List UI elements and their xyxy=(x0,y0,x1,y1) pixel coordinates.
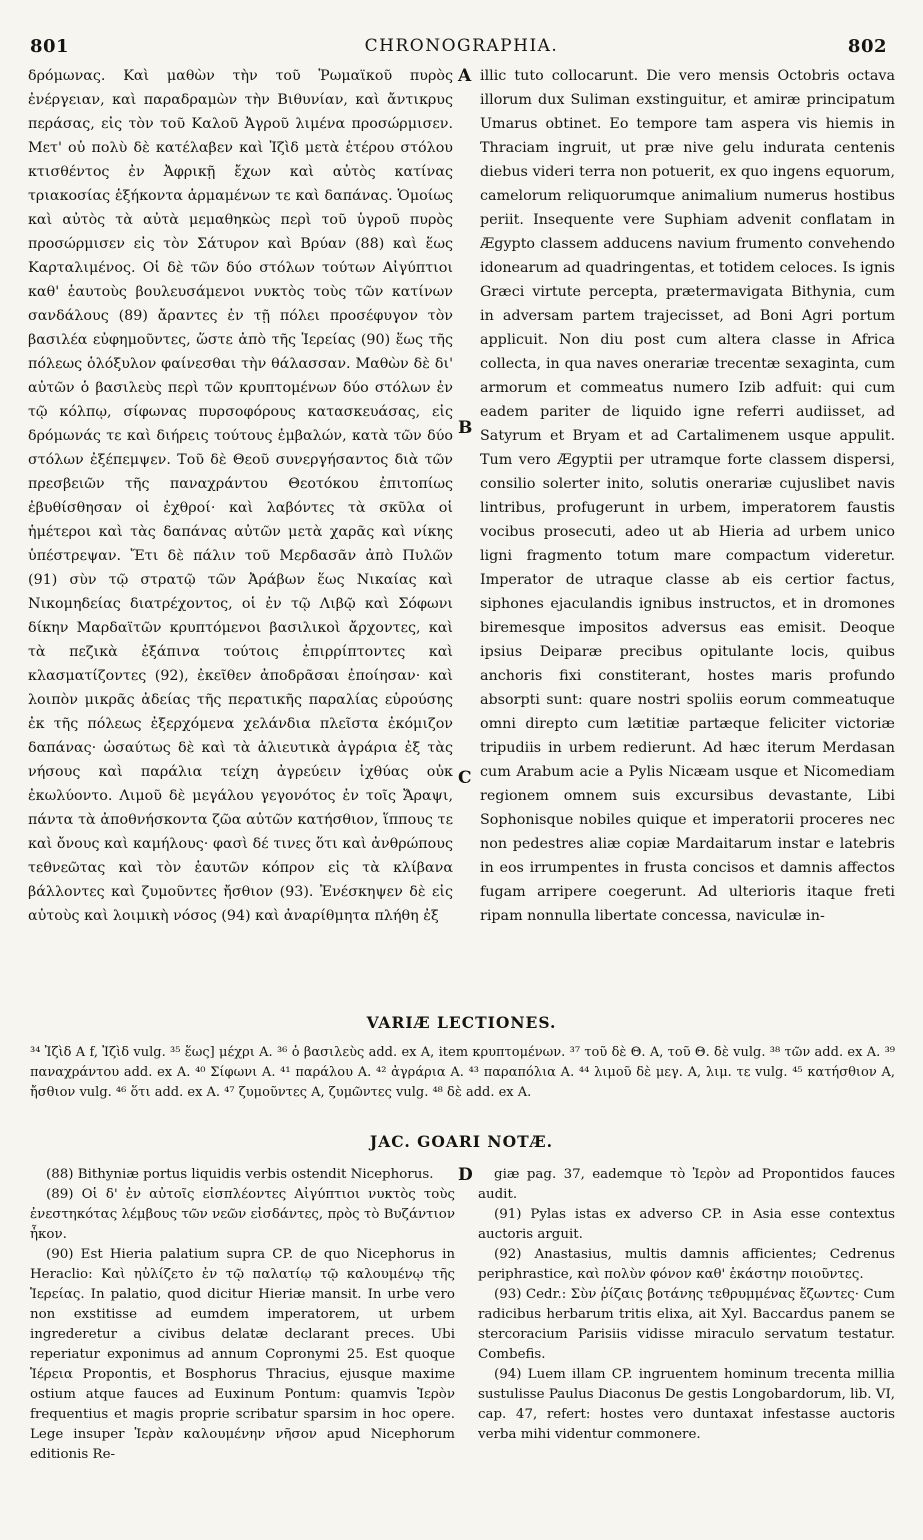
variae-lectiones-heading: VARIÆ LECTIONES. xyxy=(366,1013,557,1032)
page-number-left: 801 xyxy=(30,36,70,57)
latin-text-column: illic tuto collocarunt. Die vero mensis Octobris octava illorum dux Suliman exstinguitur, et amiræ principatum Umarus obtinet. Eo tempore tam aspera vis hiemis in Thraciam ingruit, ut præ nive gelu indurata centenis diebus videri terra non potuerit, ex quo ingens equorum, camelorum reliquorumque animalium numerus hostibus periit. Insequente vere Suphiam advenit conflatam in Ægypto classem adducens navium frumento convehendo idonearum ad quadringentas, et totidem celoces. Is ignis Græci virtute percepta, prætermavigata Bithynia, cum in adversam partem trajecisset, ad Boni Agri portum applicuit. Non diu post cum altera classe in Africa collecta, in qua naves onerariæ trecentæ sexaginta, cum armorum et commeatus numero Izib adfuit: qui cum eadem pariter de liquido igne referri audiisset, ad Satyrum et Bryam et ad Cartalimenem usque appulit. Tum vero Ægyptii per utramque forte classem dispersi, consilio solerter inito, solutis onerariæ cujuslibet navis lintribus, profugerunt in urbem, imperatorem faustis vocibus prosecuti, adeo ut ab Hieria ad urbem unico ligni fragmento totum mare compactum videretur. Imperator de utraque classe ab eis certior factus, siphones ejaculandis ignibus instructos, et in dromones biremesque impositos adversus eas emisit. Deoque ipsius Deiparæ precibus opitulante locis, quibus anchoris fixi constiterant, hostes maris profundo absorpti sunt: quare nostri spoliis eorum commeatuque omni direpto cum lætitiæ partæque feliciter victoriæ tripudiis in urbem redierunt. Ad hæc iterum Merdasan cum Arabum acie a Pylis Nicæam usque et Nicomediam regionem omnem suis excursibus devastante, Libi Sophonisque nobiles quique et imperatorii proceres nec non pedestres aliæ copiæ Mardaitarum instar e latebris in eos irrumpentes in frusta concisos et damnis affectos fugam arripere coegerunt. Ad ulterioris itaque freti ripam nonnulla libertate concessa, naviculæ in- xyxy=(480,68,895,924)
section-marker-a: A xyxy=(458,66,472,86)
notes-right-column xyxy=(478,1165,895,1505)
variae-lectiones-text: ³⁴ Ἰζὶδ A f, Ἰζὶδ vulg. ³⁵ ἕως] μέχρι A. ³⁶ ὁ βασιλεὺς add. ex A, item κρυπτομένων. ³⁷ τοῦ δὲ Θ. A, τοῦ Θ. δὲ vulg. ³⁸ τῶν add. ex A. ³⁹ παναχράντου add. ex A. ⁴⁰ Σίφωνι A. ⁴¹ παράλου A. ⁴² ἀγράρια A. ⁴³ παραπόλια A. ⁴⁴ λιμοῦ δὲ μεγ. A, λιμ. τε vulg. ⁴⁵ κατήσθιον A, ἤσθιον vulg. ⁴⁶ ὅτι add. ex A. ⁴⁷ ζυμοῦντες A, ζυμῶντες vulg. ⁴⁸ δὲ add. ex A. xyxy=(30,1045,895,1100)
note-90: (90) Est Hieria palatium supra CP. de quo Nicephorus in Heraclio: Καὶ ηὐλίζετο ἐν τῷ παλατίῳ τῷ καλουμένῳ τῆς Ἱερείας. In palatio, quod dicitur Hieriæ mansit. In urbe vero non exstitisse ad eumdem imperatorem, ut urbem ingrederetur a civibus delatæ declarant preces. Ubi reperiatur exponimus ad annum Copronymi 25. Est quoque Ἱέρεια Propontis, et Bosphorus Thracius, ejusque maxime ostium atque fauces ad Euxinum Pontum: quamvis Ἱερὸν frequentius et magis proprie scribatur sparsim in hoc opere. Lege insuper Ἱερὰν καλουμένην νῆσον apud Nicephorum editionis Re- xyxy=(30,1247,455,1462)
section-marker-d: D xyxy=(458,1165,473,1185)
note-92: (92) Anastasius, multis damnis afficientes; Cedrenus periphrastice, καὶ πολὺν φόνον καθ' ἑκάστην ποιοῦντες. xyxy=(478,1247,895,1282)
section-marker-c: C xyxy=(458,768,472,788)
notes-heading: JAC. GOARI NOTÆ. xyxy=(369,1132,554,1151)
note-91: (91) Pylas istas ex adverso CP. in Asia esse contextus auctoris arguit. xyxy=(478,1207,895,1242)
note-90-continued: giæ pag. 37, eademque τὸ Ἱερὸν ad Propontidos fauces audit. xyxy=(478,1167,895,1202)
note-93: (93) Cedr.: Σὺν ῥίζαις βοτάνης τεθρυμμένας ἔζωντες· Cum radicibus herbarum tritis elixa, ait Xyl. Baccardus panem se stercoracium Parisiis vidisse miraculo servatum testatur. Combefis. xyxy=(478,1287,895,1362)
note-94: (94) Luem illam CP. ingruentem hominum trecenta millia sustulisse Paulus Diaconus De gestis Longobardorum, lib. VI, cap. 47, refert: hostes vero duntaxat infestasse auctoris verba mihi videntur commonere. xyxy=(478,1367,895,1442)
running-title: CHRONOGRAPHIA. xyxy=(364,36,559,56)
notes-left-column xyxy=(30,1165,455,1505)
section-marker-b: B xyxy=(458,418,473,438)
page-number-right: 802 xyxy=(847,36,887,57)
note-88: (88) Bithyniæ portus liquidis verbis ostendit Nicephorus. xyxy=(46,1167,434,1182)
note-89: (89) Οἱ δ' ἐν αὐτοῖς εἰσπλέοντες Αἰγύπτιοι νυκτὸς τοὺς ἐνεστηκότας λέμβους τῶν νεῶν εἰσδάντες, πρὸς τὸ Βυζάντιον ἧκον. xyxy=(30,1187,455,1242)
greek-text-column: δρόμωνας. Καὶ μαθὼν τὴν τοῦ Ῥωμαϊκοῦ πυρὸς ἐνέργειαν, καὶ παραδραμὼν τὴν Βιθυνίαν, καὶ ἄντικρυς περάσας, εἰς τὸν τοῦ Καλοῦ Ἀγροῦ λιμένα προσώρμισεν. Μετ' οὐ πολὺ δὲ κατέλαβεν καὶ Ἰζὶδ μετὰ ἑτέρου στόλου κτισθέντος ἐν Ἀφρικῇ ἔχων καὶ αὐτὸς κατίνας τριακοσίας ἑξήκοντα ἁρμαμένων τε καὶ δαπάνας. Ὁμοίως καὶ αὐτὸς τὰ αὐτὰ μεμαθηκὼς περὶ τοῦ ὑγροῦ πυρὸς προσώρμισεν εἰς τὸν Σάτυρον καὶ Βρύαν (88) καὶ ἕως Καρταλιμένος. Οἱ δὲ τῶν δύο στόλων τούτων Αἰγύπτιοι καθ' ἑαυτοὺς βουλευσάμενοι νυκτὸς τοὺς τῶν κατίνων σανδάλους (89) ἄραντες ἐν τῇ πόλει προσέφυγον τὸν βασιλέα εὐφημοῦντες, ὥστε ἀπὸ τῆς Ἱερείας (90) ἕως τῆς πόλεως ὁλόξυλον φαίνεσθαι τὴν θάλασσαν. Μαθὼν δὲ δι' αὐτῶν ὁ βασιλεὺς περὶ τῶν κρυπτομένων δύο στόλων ἐν τῷ κόλπῳ, σίφωνας πυρσοφόρους κατασκευάσας, εἰς δρόμωνάς τε καὶ διήρεις τούτους ἐμβαλών, κατὰ τῶν δύο στόλων ἐξέπεμψεν. Τοῦ δὲ Θεοῦ συνεργήσαντος διὰ τῶν πρεσβειῶν τῆς παναχράντου Θεοτόκου ἐπιτοπίως ἐβυθίσθησαν οἱ ἐχθροί· καὶ λαβόντες τὰ σκῦλα οἱ ἡμέτεροι καὶ τὰς δαπάνας αὐτῶν μετὰ χαρᾶς καὶ νίκης ὑπέστρεψαν. Ἔτι δὲ πάλιν τοῦ Μερδασᾶν ἀπὸ Πυλῶν (91) σὺν τῷ στρατῷ τῶν Ἀράβων ἕως Νικαίας καὶ Νικομηδείας διατρέχοντος, οἱ ἐν τῷ Λιβῷ καὶ Σόφωνι δίκην Μαρδαϊτῶν κρυπτόμενοι βασιλικοὶ ἄρχοντες, καὶ τὰ πεζικὰ ἐξάπινα τούτοις ἐπιρρίπτοντες καὶ κλασματίζοντες (92), ἐκεῖθεν ἀποδρᾶσαι ἐποίησαν· καὶ λοιπὸν μικρᾶς ἀδείας τῆς περατικῆς παραλίας εὑρούσης ἐκ τῆς πόλεως ἐξερχόμενα χελάνδια πλεῖστα ἐκόμιζον δαπάνας· ὡσαύτως δὲ καὶ τὰ ἁλιευτικὰ ἀγράρια ἐξ τὰς νήσους καὶ παράλια τείχη ἀγρεύειν ἰχθύας οὐκ ἐκωλύοντο. Λιμοῦ δὲ μεγάλου γεγονότος ἐν τοῖς Ἄραψι, πάντα τὰ ἀποθνήσκοντα ζῶα αὐτῶν κατήσθιον, ἵππους τε καὶ ὄνους καὶ καμήλους· φασὶ δέ τινες ὅτι καὶ ἀνθρώπους τεθνεῶτας καὶ τὸν ἑαυτῶν κόπρον εἰς τὰ κλίβανα βάλλοντες καὶ ζυμοῦντες ἤσθιον (93). Ἐνέσκηψεν δὲ εἰς αὐτοὺς καὶ λοιμικὴ νόσος (94) καὶ ἀναρίθμητα πλήθη ἐξ xyxy=(28,68,453,924)
